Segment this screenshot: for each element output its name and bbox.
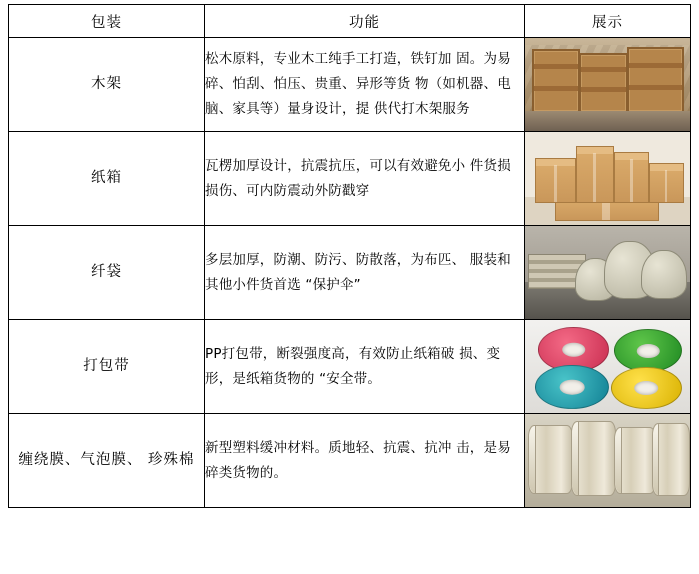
cell-packaging-name: 纸箱 [9,132,205,226]
cell-packaging-name: 木架 [9,38,205,132]
table-body [9,38,691,508]
cell-packaging-name: 纤袋 [9,226,205,320]
carton-box [649,169,684,203]
cell-function-text: PP打包带，断裂强度高，有效防止纸箱破 损、变形，是纸箱货物的 “安全带。 [205,320,525,414]
crate-middle [579,53,628,113]
cell-function-text: 松木原料，专业木工纯手工打造，铁钉加 固。为易碎、怕刮、怕压、贵重、异形等货 物（如机器、电脑、家具等）量身设计，提 供代打木架服务 [205,38,525,132]
packaging-table-page [0,4,699,574]
wooden-crates-photo [525,38,690,131]
carton-box [614,158,649,203]
table-row [9,414,691,508]
table-header-row [9,5,691,38]
table-row [9,226,691,320]
column-header-function: 功能 [205,5,525,38]
column-header-packaging: 包装 [9,5,205,38]
cell-display-image [525,414,691,508]
woven-bag [641,250,688,299]
film-roll [528,425,573,494]
film-roll [571,421,616,496]
cell-packaging-name: 打包带 [9,320,205,414]
strapping-roll-yellow [611,367,682,410]
cell-display-image [525,320,691,414]
carton-box [535,164,577,203]
film-roll [614,427,656,494]
strapping-roll-green [614,329,682,372]
crate-left [532,49,581,113]
packaging-table [8,4,691,508]
table-row [9,320,691,414]
cell-function-text: 新型塑料缓冲材料。质地轻、抗震、抗冲 击，是易碎类货物的。 [205,414,525,508]
warehouse-floor [525,111,690,131]
cell-function-text: 多层加厚，防潮、防污、防散落，为布匹、 服装和其他小件货首选 “保护伞” [205,226,525,320]
film-roll [652,423,690,496]
crate-right [627,47,684,112]
table-row [9,132,691,226]
table-header [9,5,691,38]
cell-display-image [525,38,691,132]
cell-packaging-name: 缠绕膜、气泡膜、 珍殊棉 [9,414,205,508]
carton-box [576,152,614,202]
table-row [9,38,691,132]
strapping-rolls-photo [525,320,690,413]
cell-display-image [525,132,691,226]
strapping-roll-blue [535,365,610,410]
stretch-film-rolls-photo [525,414,690,507]
carton-boxes-photo [525,132,690,225]
column-header-display: 展示 [525,5,691,38]
cell-display-image [525,226,691,320]
woven-bags-photo [525,226,690,319]
cell-function-text: 瓦楞加厚设计，抗震抗压，可以有效避免小 件货损损伤、可内防震动外防戳穿 [205,132,525,226]
